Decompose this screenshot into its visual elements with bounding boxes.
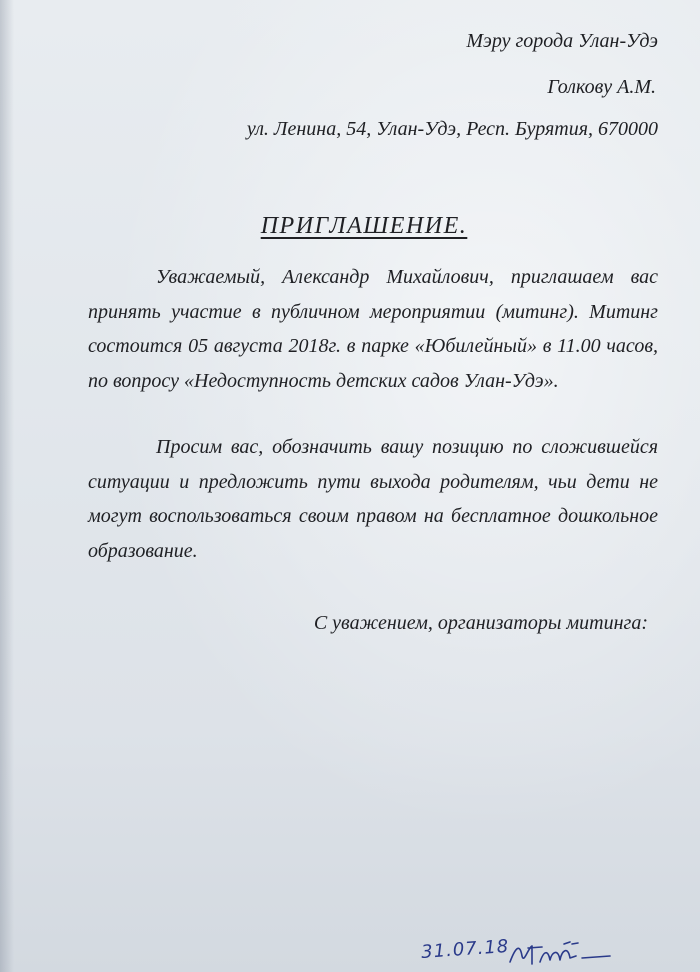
handwritten-signature-block (410, 935, 640, 972)
signature-scribble (506, 938, 626, 972)
recipient-name: Голкову А.М. (547, 76, 656, 98)
closing-line: С уважением, организаторы митинга: (313, 612, 648, 634)
document-title: ПРИГЛАШЕНИЕ. (260, 213, 468, 239)
body-paragraph-request: Просим вас, обозначить вашу позицию по сложившейся ситуации и предложить пути выхода родителям, чьи дети не могут воспользоваться своим правом на бесплатное дошкольное образование. (88, 436, 658, 562)
reverse-side-bleed-through (60, 530, 660, 790)
body-paragraph-invitation: Уважаемый, Александр Михайлович, приглашаем вас принять участие в публичном мероприятии (митинг). Митинг состоится 05 августа 2018г. в парке «Юбилейный» в 11.00 часов, по вопросу «Недоступность детских садов Улан-Удэ». (88, 266, 658, 392)
handwritten-date: 31.07.18 (420, 935, 510, 963)
bleed-line (60, 654, 660, 685)
recipient-address: ул. Ленина, 54, Улан-Удэ, Респ. Бурятия, 670000 (246, 118, 658, 140)
recipient-title: Мэру города Улан-Удэ (466, 30, 658, 52)
bleed-line (60, 685, 660, 716)
page-edge-shadow (0, 0, 14, 972)
